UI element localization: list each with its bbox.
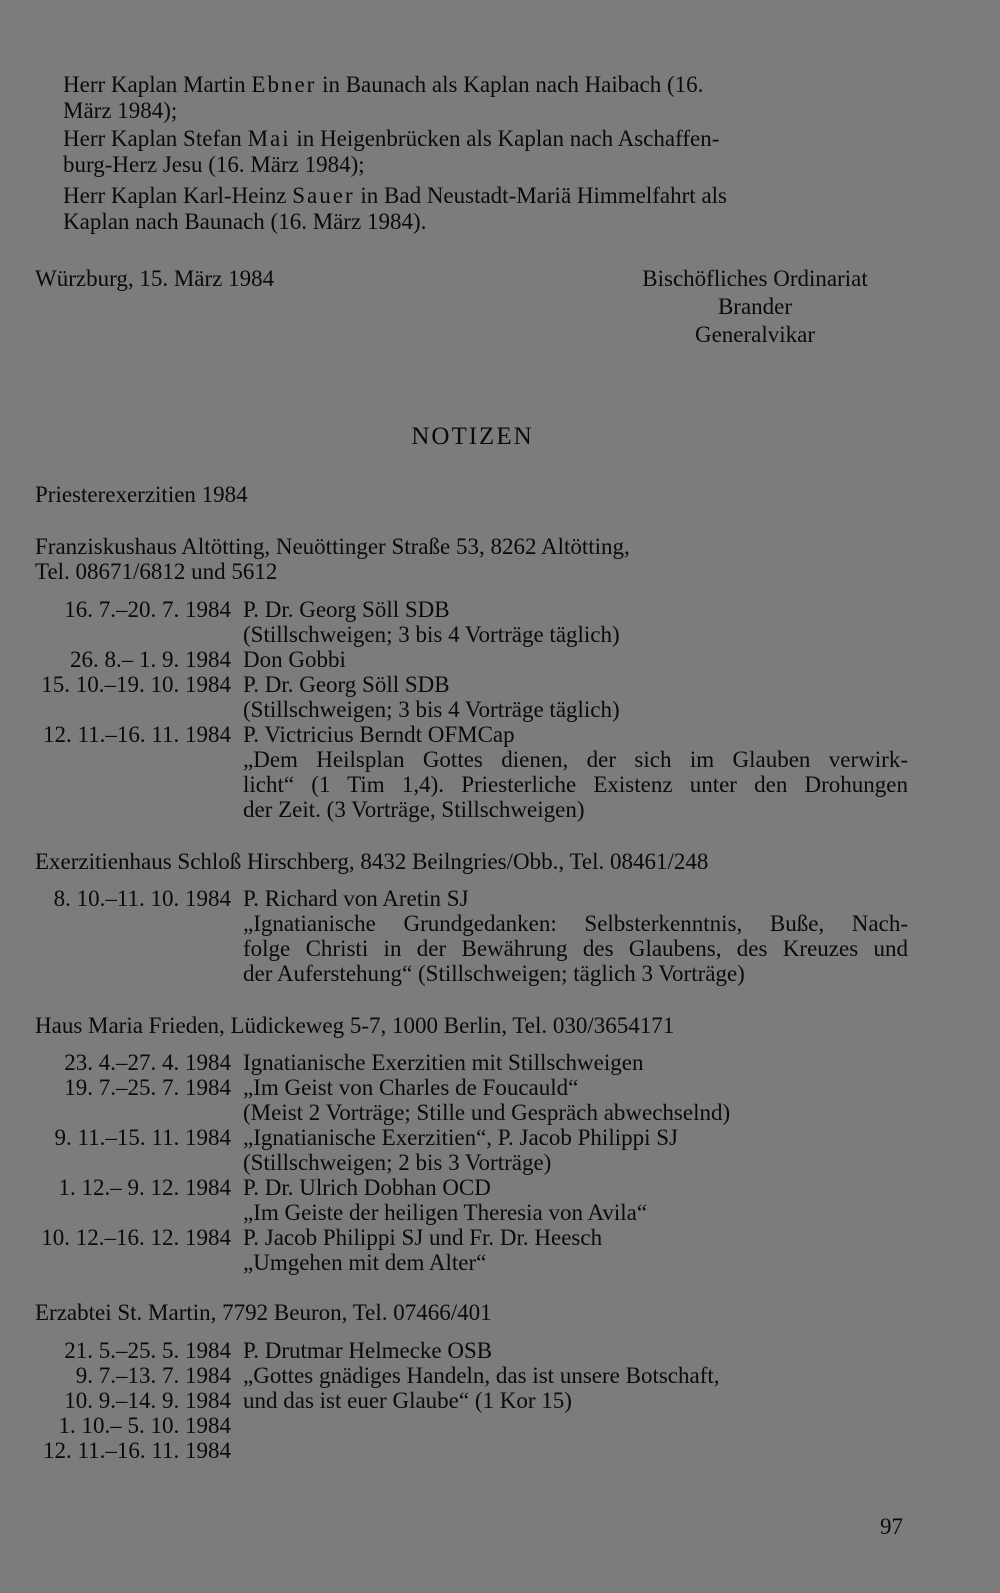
announcement-text: in Heigenbrücken als Kaplan nach Aschaffen-	[290, 126, 720, 151]
event-text: der Zeit. (3 Vorträge, Stillschweigen)	[243, 797, 585, 822]
event-date: 12. 11.–16. 11. 1984	[42, 722, 231, 747]
house-address: Erzabtei St. Martin, 7792 Beuron, Tel. 07466/401	[35, 1300, 492, 1325]
event-date: 19. 7.–25. 7. 1984	[64, 1075, 231, 1100]
event-text: „Gottes gnädiges Handeln, das ist unsere Botschaft,	[243, 1363, 720, 1388]
announcement-sauer	[63, 183, 908, 235]
signoff-office: Bischöfliches Ordinariat	[642, 266, 868, 291]
list-item-continued	[35, 747, 908, 773]
event-text: P. Drutmar Helmecke OSB	[243, 1338, 493, 1363]
event-text: (Stillschweigen; 2 bis 3 Vorträge)	[243, 1150, 552, 1175]
event-text: Ignatianische Exerzitien mit Stillschweigen	[243, 1050, 644, 1075]
event-text: „Ignatianische Exerzitien“, P. Jacob Philippi SJ	[243, 1125, 678, 1150]
event-text: „Umgehen mit dem Alter“	[243, 1250, 487, 1275]
house-address: Haus Maria Frieden, Lüdickeweg 5-7, 1000 Berlin, Tel. 030/3654171	[35, 1013, 675, 1038]
announcement-text: in Baunach als Kaplan nach Haibach (16.	[316, 72, 704, 97]
event-date: 23. 4.–27. 4. 1984	[64, 1050, 231, 1075]
event-date: 10. 9.–14. 9. 1984	[64, 1388, 231, 1413]
announcement-mai	[63, 126, 908, 178]
event-date: 16. 7.–20. 7. 1984	[64, 597, 231, 622]
section-title: NOTIZEN	[411, 423, 534, 450]
page-number: 97	[880, 1514, 903, 1539]
event-date: 26. 8.– 1. 9. 1984	[70, 647, 231, 672]
event-date: 9. 7.–13. 7. 1984	[75, 1363, 231, 1388]
event-date: 9. 11.–15. 11. 1984	[54, 1125, 231, 1150]
event-text: folge Christi in der Bewährung des Glaubens, des Kreuzes und	[243, 936, 908, 961]
house-address: Franziskushaus Altötting, Neuöttinger Straße 53, 8262 Altötting,	[35, 534, 630, 559]
announcement-line: März 1984);	[63, 98, 178, 123]
event-date: 1. 10.– 5. 10. 1984	[58, 1413, 231, 1438]
person-name: Ebner	[251, 72, 317, 97]
announcement-text: Herr Kaplan Stefan	[63, 126, 248, 151]
event-date: 12. 11.–16. 11. 1984	[42, 1438, 231, 1463]
event-text: „Dem Heilsplan Gottes dienen, der sich im Glauben verwirk-	[243, 747, 908, 772]
event-text: „Im Geiste der heiligen Theresia von Avila“	[243, 1200, 648, 1225]
event-text: P. Dr. Georg Söll SDB	[243, 597, 450, 622]
list-item-continued	[35, 772, 908, 798]
signoff-name: Brander	[717, 294, 793, 319]
event-text: und das ist euer Glaube“ (1 Kor 15)	[243, 1388, 572, 1413]
house-address: Exerzitienhaus Schloß Hirschberg, 8432 Beilngries/Obb., Tel. 08461/248	[35, 849, 709, 874]
signoff-place-date: Würzburg, 15. März 1984	[35, 266, 275, 291]
house-address: Tel. 08671/6812 und 5612	[35, 559, 278, 584]
section-subtitle: Priesterexerzitien 1984	[35, 482, 248, 507]
announcement-text: Herr Kaplan Martin	[63, 72, 252, 97]
event-text: licht“ (1 Tim 1,4). Priesterliche Existenz unter den Drohungen	[243, 772, 908, 797]
event-text: „Im Geist von Charles de Foucauld“	[243, 1075, 579, 1100]
announcement-line: Kaplan nach Baunach (16. März 1984).	[63, 209, 427, 234]
event-date: 8. 10.–11. 10. 1984	[53, 886, 231, 911]
event-text: P. Dr. Ulrich Dobhan OCD	[243, 1175, 491, 1200]
event-text: (Stillschweigen; 3 bis 4 Vorträge täglich)	[243, 697, 620, 722]
event-text: „Ignatianische Grundgedanken: Selbsterkenntnis, Buße, Nach-	[243, 911, 908, 936]
event-date: 21. 5.–25. 5. 1984	[64, 1338, 231, 1363]
event-text: P. Dr. Georg Söll SDB	[243, 672, 450, 697]
signoff-block	[610, 266, 900, 348]
signoff-role: Generalvikar	[694, 322, 816, 347]
event-text: P. Richard von Aretin SJ	[243, 886, 469, 911]
event-text: P. Victricius Berndt OFMCap	[243, 722, 515, 747]
announcement-text: in Bad Neustadt-Mariä Himmelfahrt als	[354, 183, 727, 208]
event-date: 15. 10.–19. 10. 1984	[41, 672, 231, 697]
event-text: (Stillschweigen; 3 bis 4 Vorträge täglich)	[243, 622, 620, 647]
event-text: der Auferstehung“ (Stillschweigen; täglich 3 Vorträge)	[243, 961, 745, 986]
announcement-ebner	[63, 72, 908, 124]
event-text: P. Jacob Philippi SJ und Fr. Dr. Heesch	[243, 1225, 603, 1250]
announcement-text: Herr Kaplan Karl-Heinz	[63, 183, 293, 208]
event-text: (Meist 2 Vorträge; Stille und Gespräch abwechselnd)	[243, 1100, 731, 1125]
person-name: Mai	[247, 126, 291, 151]
event-date: 10. 12.–16. 12. 1984	[41, 1225, 231, 1250]
announcement-line: burg-Herz Jesu (16. März 1984);	[63, 152, 365, 177]
person-name: Sauer	[292, 183, 355, 208]
event-text: Don Gobbi	[243, 647, 346, 672]
event-date: 1. 12.– 9. 12. 1984	[58, 1175, 231, 1200]
